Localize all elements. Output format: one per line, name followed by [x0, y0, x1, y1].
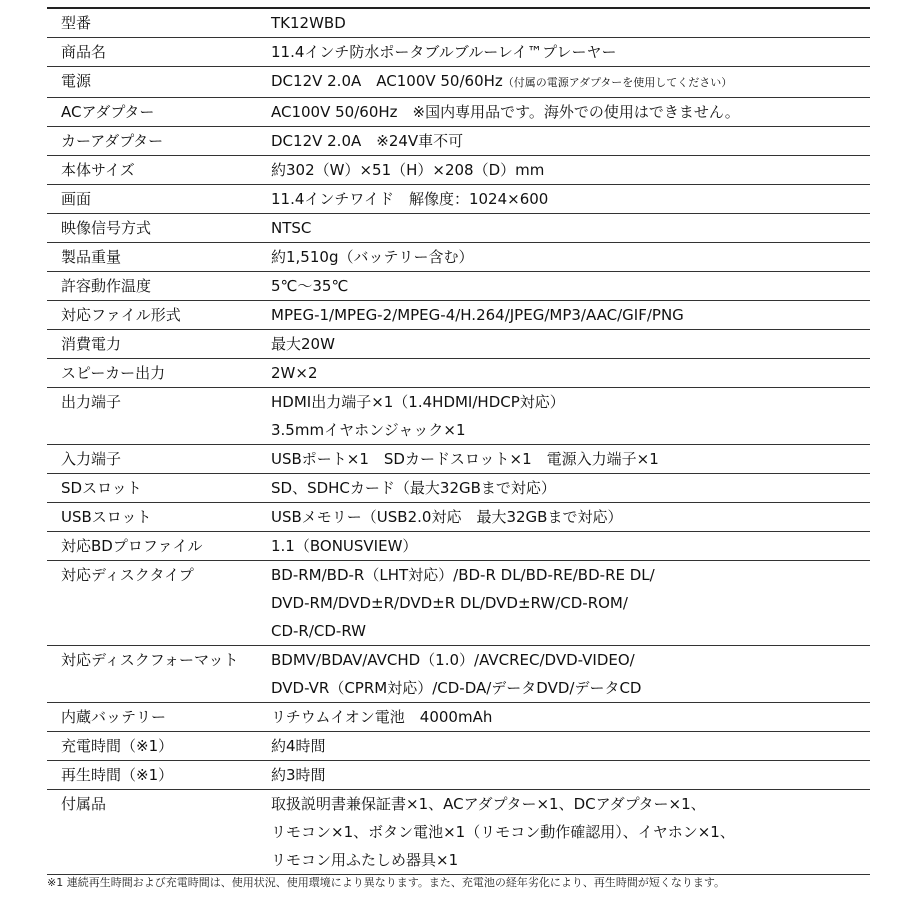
spec-row [47, 790, 870, 875]
spec-row [47, 8, 870, 38]
spec-label: 出力端子 [47, 388, 271, 445]
spec-value [271, 503, 870, 532]
spec-label: 商品名 [47, 38, 271, 67]
spec-label: 電源 [47, 67, 271, 98]
spec-row [47, 388, 870, 445]
spec-value [271, 359, 870, 388]
spec-label: 消費電力 [47, 330, 271, 359]
spec-value [271, 214, 870, 243]
spec-value [271, 761, 870, 790]
spec-label: 製品重量 [47, 243, 271, 272]
spec-row [47, 272, 870, 301]
spec-value [271, 98, 870, 127]
spec-row [47, 532, 870, 561]
spec-label: 再生時間（※1） [47, 761, 271, 790]
spec-row [47, 646, 870, 703]
spec-value [271, 67, 870, 98]
spec-row [47, 98, 870, 127]
spec-value-line: 11.4インチワイド 解像度：1024×600 [271, 190, 549, 208]
spec-value [271, 646, 870, 703]
spec-value [271, 388, 870, 445]
spec-label: 本体サイズ [47, 156, 271, 185]
spec-value-line: 約302（W）×51（H）×208（D）mm [271, 161, 545, 179]
spec-label: 映像信号方式 [47, 214, 271, 243]
spec-row [47, 156, 870, 185]
footnote: ※1 連続再生時間および充電時間は、使用状況、使用環境により異なります。また、充電池の経年劣化により、再生時間が短くなります。 [47, 876, 725, 889]
spec-value-line: リモコン×1、ボタン電池×1（リモコン動作確認用）、イヤホン×1、 [271, 823, 735, 841]
spec-label: 許容動作温度 [47, 272, 271, 301]
spec-value-line: 11.4インチ防水ポータブルブルーレイ™プレーヤー [271, 43, 617, 61]
spec-row [47, 185, 870, 214]
spec-value [271, 330, 870, 359]
spec-row [47, 330, 870, 359]
spec-label: 充電時間（※1） [47, 732, 271, 761]
spec-label: スピーカー出力 [47, 359, 271, 388]
spec-value-line: 取扱説明書兼保証書×1、ACアダプター×1、DCアダプター×1、 [271, 795, 706, 813]
spec-value-line: 3.5mmイヤホンジャック×1 [271, 421, 466, 439]
spec-row [47, 38, 870, 67]
spec-value-line: BDMV/BDAV/AVCHD（1.0）/AVCREC/DVD-VIDEO/ [271, 651, 635, 669]
spec-table-body [47, 8, 870, 875]
spec-value-line: NTSC [271, 219, 312, 237]
spec-label: SDスロット [47, 474, 271, 503]
spec-row [47, 214, 870, 243]
spec-label: USBスロット [47, 503, 271, 532]
spec-value [271, 732, 870, 761]
spec-value-line: MPEG-1/MPEG-2/MPEG-4/H.264/JPEG/MP3/AAC/GIF/PNG [271, 306, 684, 324]
spec-label: ACアダプター [47, 98, 271, 127]
spec-value [271, 532, 870, 561]
spec-label: 付属品 [47, 790, 271, 875]
spec-value-line: USBメモリー（USB2.0対応 最大32GBまで対応） [271, 508, 623, 526]
spec-label: 対応ディスクタイプ [47, 561, 271, 646]
spec-row [47, 474, 870, 503]
spec-value-line: 約3時間 [271, 766, 326, 784]
spec-row [47, 127, 870, 156]
spec-value-line: BD-RM/BD-R（LHT対応）/BD-R DL/BD-RE/BD-RE DL/ [271, 566, 655, 584]
spec-value-line: USBポート×1 SDカードスロット×1 電源入力端子×1 [271, 450, 659, 468]
spec-row [47, 561, 870, 646]
spec-value-line: DVD-RM/DVD±R/DVD±R DL/DVD±RW/CD-ROM/ [271, 594, 628, 612]
spec-value [271, 790, 870, 875]
spec-value-line: 2W×2 [271, 364, 318, 382]
spec-value-line: リチウムイオン電池 4000mAh [271, 708, 493, 726]
spec-table [47, 7, 870, 875]
spec-value [271, 474, 870, 503]
spec-label: 内蔵バッテリー [47, 703, 271, 732]
spec-row [47, 301, 870, 330]
spec-label: 対応ディスクフォーマット [47, 646, 271, 703]
spec-label: 画面 [47, 185, 271, 214]
spec-value-line: 1.1（BONUSVIEW） [271, 537, 418, 555]
spec-value-line: DC12V 2.0A AC100V 50/60Hz（付属の電源アダプターを使用してください） [271, 72, 733, 90]
spec-row [47, 761, 870, 790]
spec-value [271, 38, 870, 67]
spec-value-line: AC100V 50/60Hz ※国内専用品です。海外での使用はできません。 [271, 103, 740, 121]
spec-value-line: DC12V 2.0A ※24V車不可 [271, 132, 464, 150]
spec-row [47, 445, 870, 474]
spec-value-line: 約1,510g（バッテリー含む） [271, 248, 474, 266]
spec-value-note: （付属の電源アダプターを使用してください） [502, 76, 733, 89]
spec-value-line: DVD-VR（CPRM対応）/CD-DA/データDVD/データCD [271, 679, 642, 697]
spec-value-line: CD-R/CD-RW [271, 622, 366, 640]
spec-row [47, 243, 870, 272]
spec-row [47, 359, 870, 388]
spec-row [47, 703, 870, 732]
spec-value-line: リモコン用ふたしめ器具×1 [271, 851, 459, 869]
spec-value [271, 272, 870, 301]
spec-value [271, 8, 870, 38]
spec-value [271, 561, 870, 646]
spec-value-line: 最大20W [271, 335, 335, 353]
spec-value-line: 5℃～35℃ [271, 277, 349, 295]
spec-value [271, 445, 870, 474]
spec-label: カーアダプター [47, 127, 271, 156]
spec-value-line: 約4時間 [271, 737, 326, 755]
spec-value-line: SD、SDHCカード（最大32GBまで対応） [271, 479, 556, 497]
spec-row [47, 732, 870, 761]
spec-value [271, 703, 870, 732]
spec-row [47, 503, 870, 532]
spec-value-line: HDMI出力端子×1（1.4HDMI/HDCP対応） [271, 393, 565, 411]
spec-label: 対応ファイル形式 [47, 301, 271, 330]
spec-label: 入力端子 [47, 445, 271, 474]
spec-value [271, 301, 870, 330]
spec-value [271, 185, 870, 214]
spec-value [271, 243, 870, 272]
spec-row [47, 67, 870, 98]
spec-label: 型番 [47, 8, 271, 38]
spec-label: 対応BDプロファイル [47, 532, 271, 561]
spec-value-line: TK12WBD [271, 14, 346, 32]
spec-value [271, 127, 870, 156]
spec-value [271, 156, 870, 185]
